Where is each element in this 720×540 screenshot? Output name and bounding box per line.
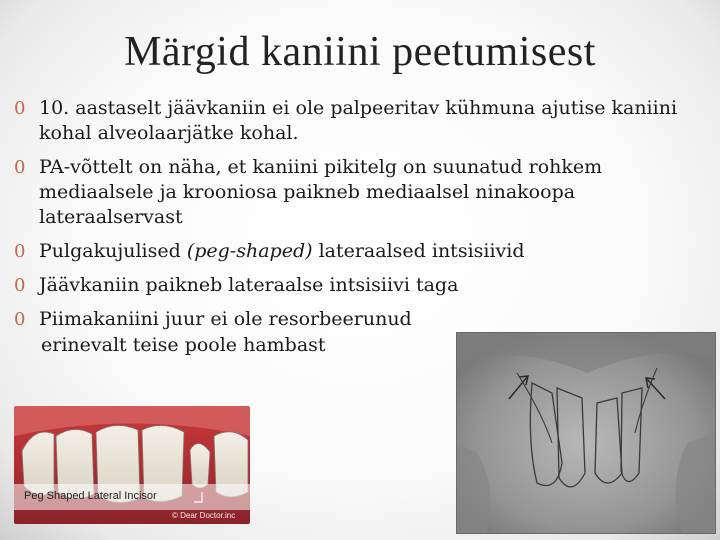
teeth-drawing [14, 406, 250, 524]
bullet-text: Piimakaniini juur ei ole resorbeerunud [39, 308, 412, 330]
xray-image [456, 332, 716, 534]
bullet-item [14, 155, 704, 230]
bullet-text: lateraalsed intsisiivid [312, 240, 525, 262]
teeth-photo-caption: Peg Shaped Lateral Incisor [24, 490, 157, 502]
bullet-text: Pulgakujulised [39, 240, 187, 262]
teeth-photo-credit: © Dear Doctor.inc [172, 511, 236, 520]
bullet-text: Jäävkaniin paikneb lateraalse intsisiivi taga [39, 274, 459, 296]
bullet-item [14, 273, 704, 298]
slide-title: Märgid kaniini peetumisest [124, 29, 596, 75]
xray-drawing [457, 333, 715, 533]
bullet-marker: 0 [14, 157, 26, 178]
bullet-marker: 0 [14, 98, 26, 119]
bullet-list [14, 96, 704, 358]
bullet-item [14, 239, 704, 264]
bullet-text-italic: (peg-shaped) [186, 240, 313, 262]
bullet-text: PA-võttelt on näha, et kaniini pikitelg on suunatud rohkem mediaalsele ja krooniosa paikneb mediaalsel ninakoopa lateraalservast [39, 156, 603, 228]
bullet-item [14, 307, 704, 332]
bullet-item [14, 96, 704, 146]
bullet-marker: 0 [14, 241, 26, 262]
bullet-text: 10. aastaselt jäävkaniin ei ole palpeeritav kühmuna ajutise kaniini kohal alveolaarjätke kohal. [39, 97, 678, 144]
bullet-marker: 0 [14, 275, 26, 296]
bullet-marker: 0 [14, 309, 26, 330]
peg-lateral-photo [14, 406, 250, 524]
bullet-continuation: erinevalt teise poole hambast [41, 334, 326, 356]
